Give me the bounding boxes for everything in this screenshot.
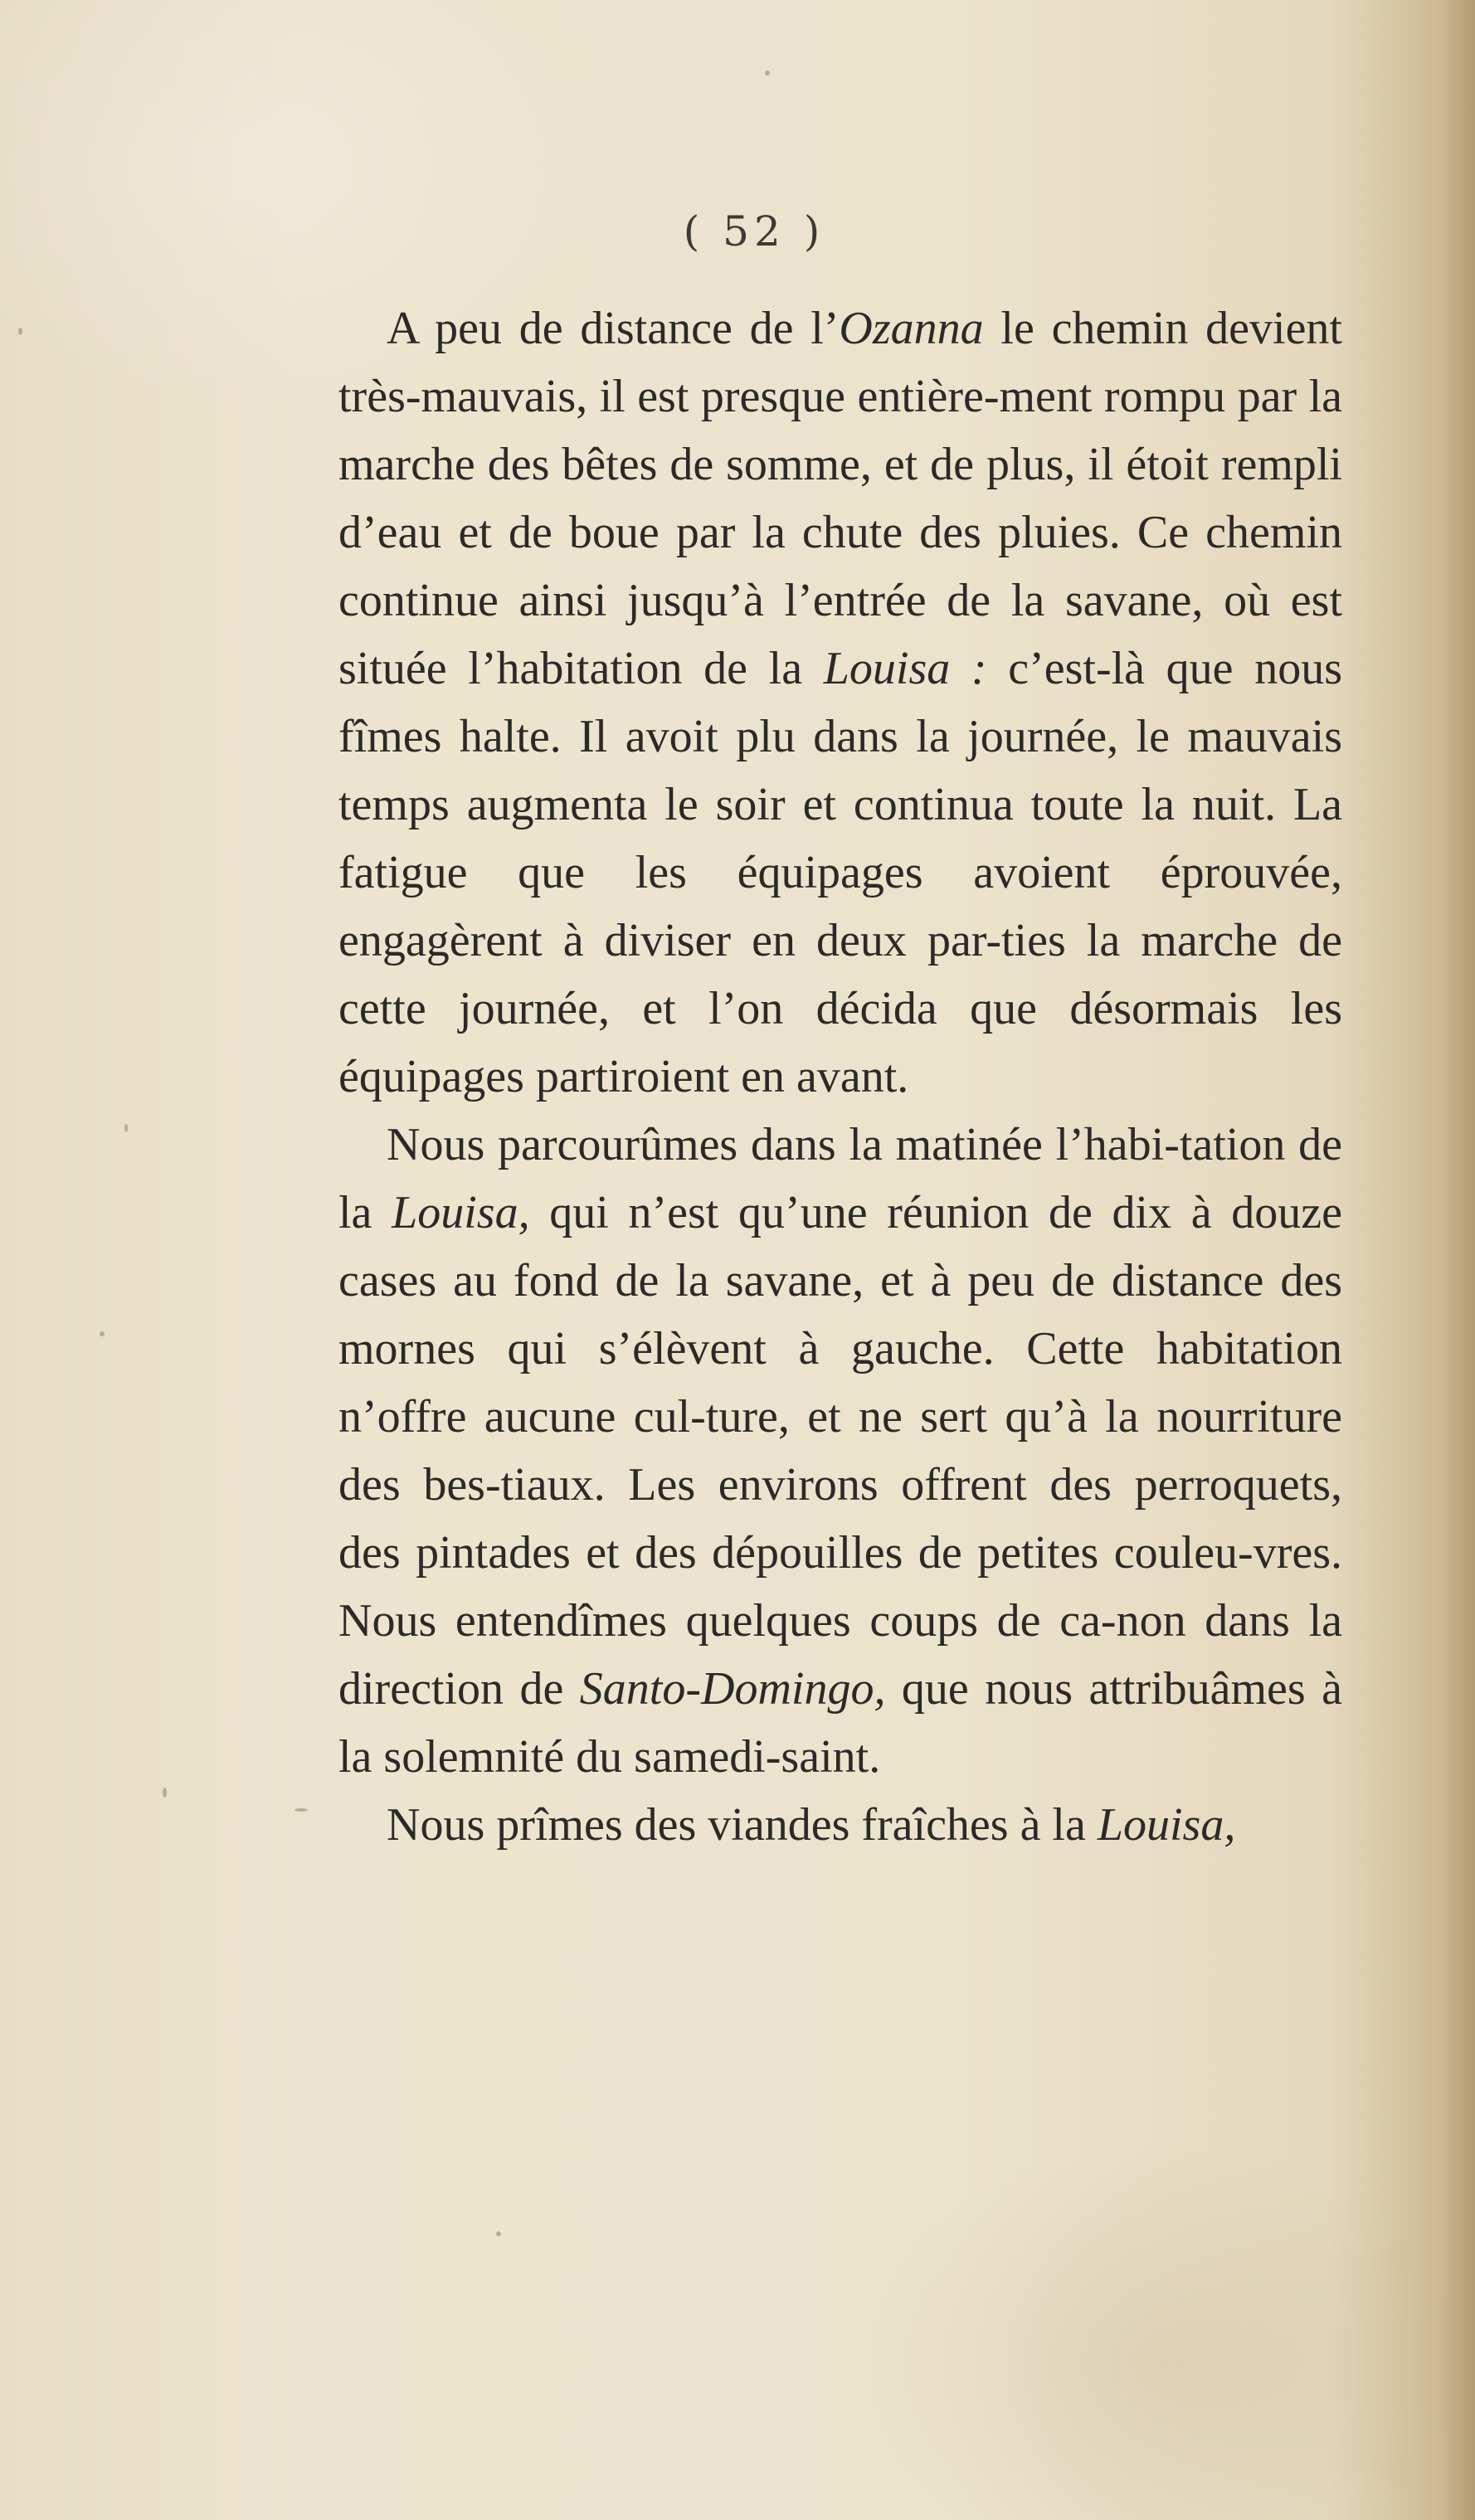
place-name-louisa: Louisa :: [823, 643, 987, 694]
paragraph-1: [338, 294, 1342, 1111]
text-segment: Nous prîmes des viandes fraîches à la: [387, 1799, 1098, 1851]
paper-speck: [496, 2231, 501, 2236]
place-name-louisa: Louisa,: [392, 1187, 530, 1238]
paper-speck: [295, 1808, 308, 1812]
paragraph-2: [338, 1111, 1342, 1791]
place-name-louisa: Louisa,: [1097, 1799, 1236, 1851]
text-segment: Nous parcourûmes dans la matinée l’habi-tation de la: [338, 1119, 1342, 1238]
paper-speck: [765, 71, 770, 75]
text-segment: qui n’est qu’une réunion de dix à douze cases au fond de la savane, et à peu de distance des mornes qui s’élèvent à gauche. Cette habitation n’offre aucune cul-ture, et ne sert qu’à la nourriture des bes-tiaux. Les environs offrent des perroquets, des pintades et des dépouilles de petites couleu-vres. Nous entendîmes quelques coups de ca-non dans la direction de: [338, 1187, 1342, 1715]
paper-speck: [100, 1331, 105, 1336]
page-number: ( 52 ): [683, 207, 825, 255]
place-name-ozanna: Ozanna: [839, 303, 984, 354]
text-segment: le chemin devient très-mauvais, il est presque entière-ment rompu par la marche des bêtes de somme, et de plus, il étoit rempli d’eau et de boue par la chute des pluies. Ce chemin continue ainsi jusqu’à l’entrée de la savane, où est située l’habitation de la: [338, 303, 1342, 694]
paper-speck: [18, 328, 22, 335]
paragraph-3: [338, 1791, 1342, 1859]
body-text: [338, 294, 1342, 1859]
text-segment: A peu de distance de l’: [387, 303, 840, 354]
text-segment: c’est-là que nous fîmes halte. Il avoit plu dans la journée, le mauvais temps augmenta le soir et continua toute la nuit. La fatigue que les équipages avoient éprouvée, engagèrent à diviser en deux par-ties la marche de cette journée, et l’on décida que désormais les équipages partiroient en avant.: [338, 643, 1342, 1102]
paper-speck: [124, 1124, 128, 1132]
text-segment: que nous attribuâmes à la solemnité du samedi-saint.: [338, 1663, 1343, 1783]
place-name-santo-domingo: Santo-Domingo,: [579, 1663, 886, 1715]
page-edge-shadow: [1442, 0, 1475, 2520]
paper-speck: [163, 1788, 167, 1798]
